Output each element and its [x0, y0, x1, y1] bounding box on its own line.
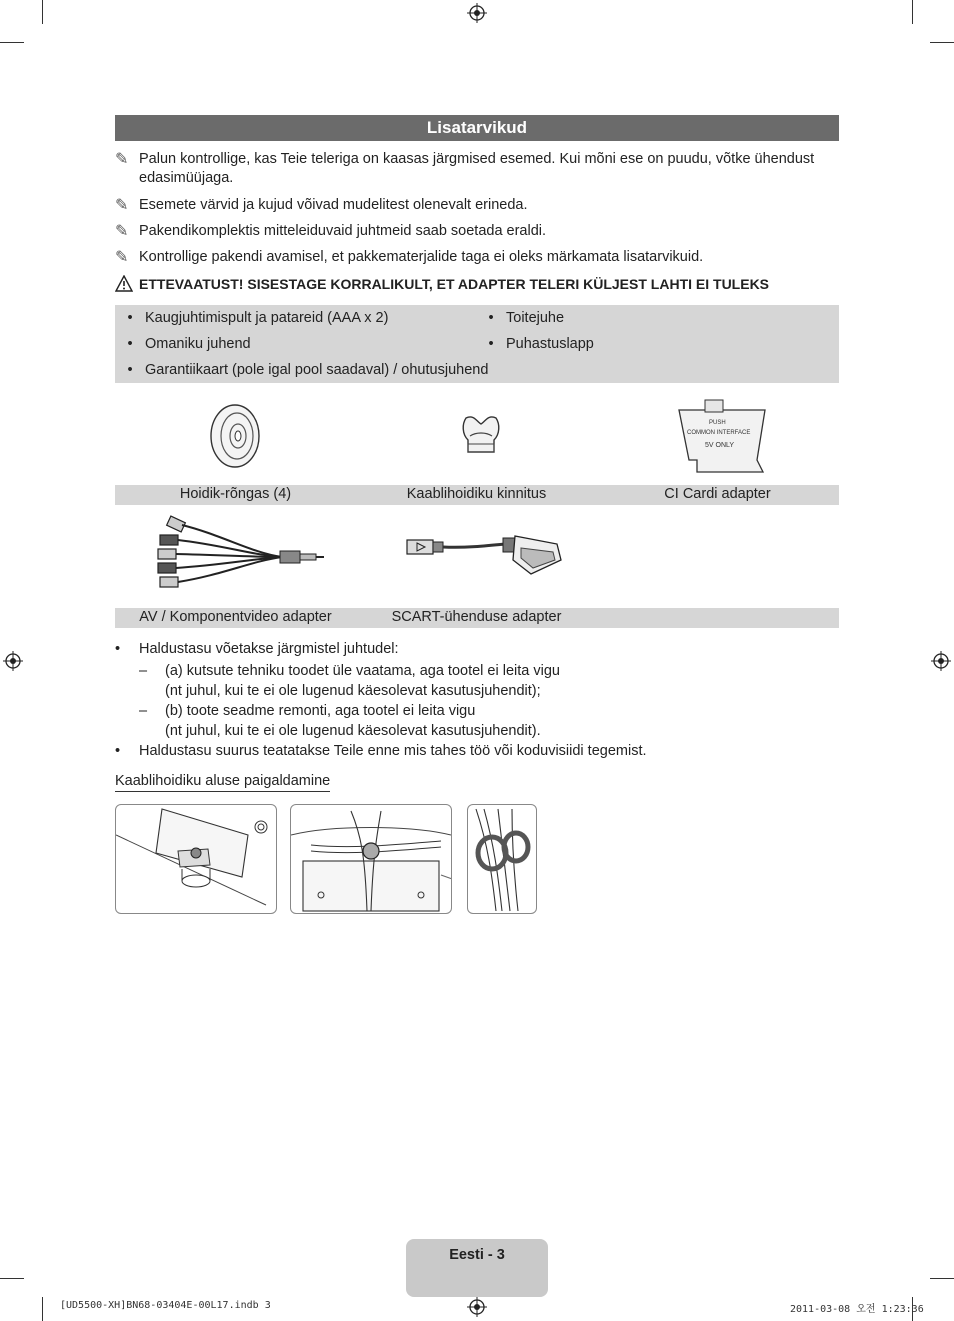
- scart-adapter-illustration: [405, 530, 565, 584]
- print-timestamp: 2011-03-08 오전 1:23:36: [790, 1304, 924, 1315]
- note-2: ✎ Esemete värvid ja kujud võivad mudelitest olenevalt erineda.: [115, 197, 528, 214]
- pencil-note-icon: ✎: [115, 223, 129, 240]
- list-item: • Garantiikaart (pole igal pool saadaval) / ohutusjuhend: [127, 362, 489, 378]
- caption-scart-adapter: SCART-ühenduse adapter: [391, 609, 562, 625]
- svg-text:COMMON INTERFACE: COMMON INTERFACE: [687, 430, 751, 436]
- cable-holder-clip-illustration: [458, 412, 504, 458]
- install-step-2-illustration: [290, 804, 452, 914]
- install-step-1-illustration: [115, 804, 277, 914]
- caption-av-adapter: AV / Komponentvideo adapter: [139, 609, 332, 625]
- ci-card-adapter-illustration: [675, 398, 771, 474]
- fee-case-b: – (b) toote seadme remonti, aga tootel ei leita vigu (nt juhul, kui te ei ole lugenud käesolevat kasutusjuhendit).: [139, 703, 541, 739]
- fee-intro: • Haldustasu võetakse järgmistel juhtudel:: [115, 641, 399, 657]
- registration-mark-right: [931, 651, 951, 671]
- svg-text:PUSH: PUSH: [709, 420, 726, 426]
- caption-bar-row-1: [115, 485, 839, 505]
- install-step-3-illustration: [467, 804, 537, 914]
- caption-bar-row-2: [115, 608, 839, 628]
- holder-ring-illustration: [208, 403, 262, 469]
- print-file-info: [UD5500-XH]BN68-03404E-00L17.indb 3: [60, 1300, 271, 1311]
- list-item: • Puhastuslapp: [488, 336, 594, 352]
- list-item: • Kaugjuhtimispult ja patareid (AAA x 2): [127, 310, 389, 326]
- list-item: • Toitejuhe: [488, 310, 565, 326]
- registration-mark-top: [467, 3, 487, 23]
- svg-text:5V ONLY: 5V ONLY: [705, 442, 735, 449]
- note-3: ✎ Pakendikomplektis mitteleiduvaid juhtmeid saab soetada eraldi.: [115, 223, 547, 240]
- caption-ci-card-adapter: CI Cardi adapter: [664, 486, 771, 502]
- page-number: Eesti - 3: [449, 1247, 505, 1263]
- pencil-note-icon: ✎: [115, 197, 129, 214]
- note-1: ✎ Palun kontrollige, kas Teie teleriga on kaasas järgmised esemed. Kui mõni ese on puudu, võtke ühendust edasimüüjaga.: [115, 151, 815, 186]
- fee-case-a: – (a) kutsute tehniku toodet üle vaatama, aga tootel ei leita vigu (nt juhul, kui te ei ole lugenud käesolevat kasutusjuhendit);: [139, 663, 560, 699]
- section-title: Lisatarvikud: [115, 115, 839, 141]
- warning-triangle-icon: [115, 275, 139, 297]
- registration-mark-left: [3, 651, 23, 671]
- warning-note: ETTEVAATUST! SISESTAGE KORRALIKULT, ET ADAPTER TELERI KÜLJEST LAHTI EI TULEKS: [115, 275, 839, 297]
- pencil-note-icon: ✎: [115, 249, 129, 266]
- cable-holder-install-heading: Kaablihoidiku aluse paigaldamine: [115, 773, 330, 792]
- av-component-adapter-illustration: [152, 515, 327, 597]
- pencil-note-icon: ✎: [115, 151, 129, 168]
- fee-notice: • Haldustasu suurus teatatakse Teile enne mis tahes töö või koduvisiidi tegemist.: [115, 743, 647, 759]
- registration-mark-bottom: [467, 1297, 487, 1317]
- caption-cable-holder: Kaablihoidiku kinnitus: [406, 486, 547, 502]
- note-4: ✎ Kontrollige pakendi avamisel, et pakkematerjalide taga ei oleks märkamata lisatarvikuid.: [115, 249, 704, 266]
- list-item: • Omaniku juhend: [127, 336, 251, 352]
- caption-holder-ring: Hoidik-rõngas (4): [179, 486, 292, 502]
